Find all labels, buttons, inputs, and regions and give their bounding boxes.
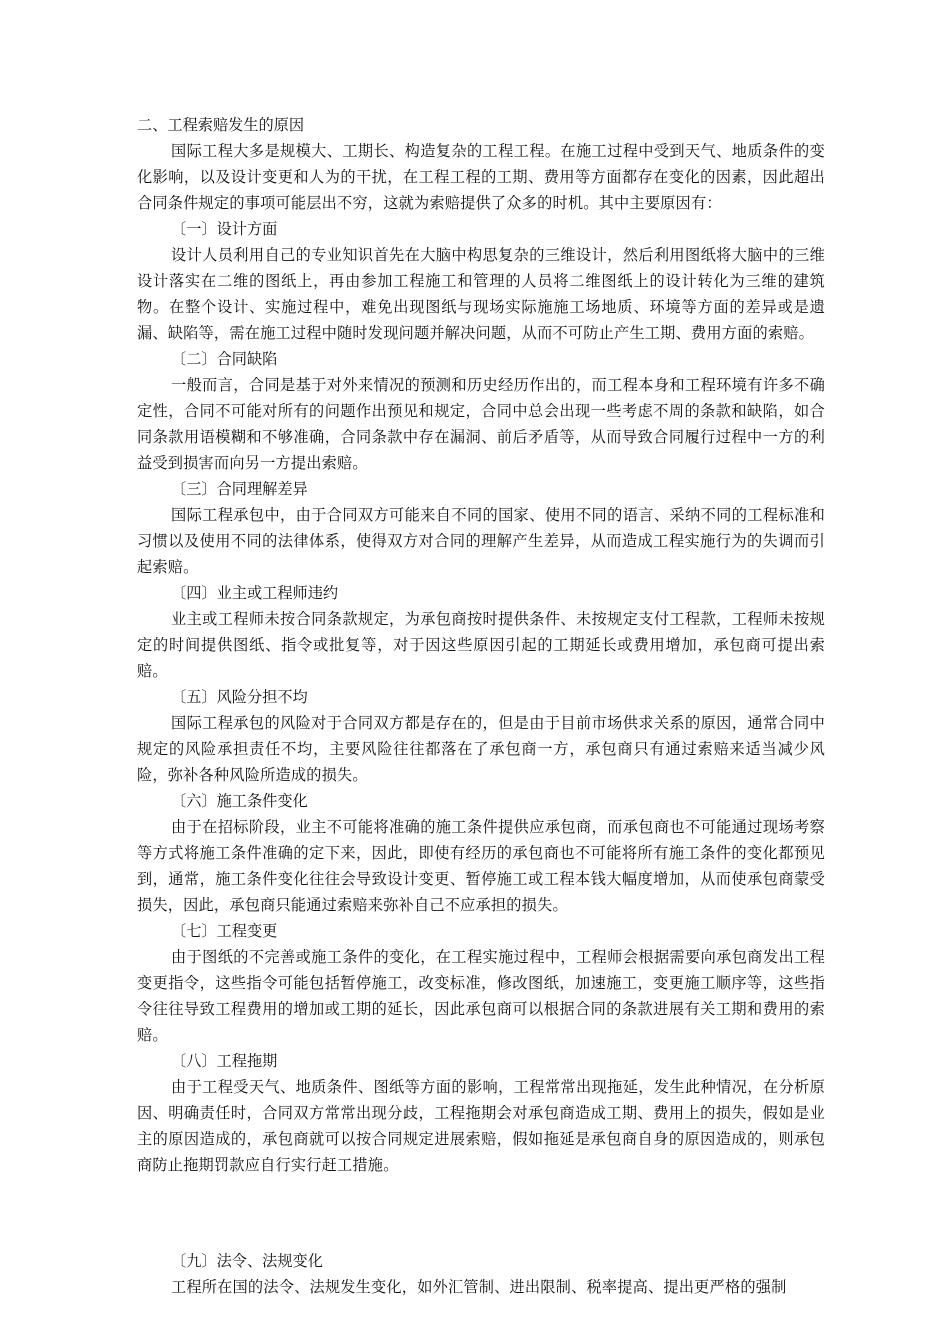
subheading-variations: 〔七〕工程变更 xyxy=(171,922,278,940)
subheading-owner-breach: 〔四〕业主或工程师违约 xyxy=(171,584,339,602)
paragraph-design: 设计人员利用自己的专业知识首先在大脑中构思复杂的三维设计，然后利用图纸将大脑中的三维设计落实在二维的图纸上，再由参加工程施工和管理的人员将二维图纸上的设计转化为三维的建筑物。在整个设计、实施过程中，难免出现图纸与现场实际施施工场地质、环境等方面的差异或是遗漏、缺陷等，需在施工过程中随时发现问题并解决问题，从而不可防止产生工期、费用方面的索赔。 xyxy=(137,246,825,342)
paragraph-site-conditions: 由于在招标阶段，业主不可能将准确的施工条件提供应承包商，而承包商也不可能通过现场考察等方式将施工条件准确的定下来，因此，即使有经历的承包商也不可能将所有施工条件的变化都预见到，通常，施工条件变化往往会导致设计变更、暂停施工或工程本钱大幅度增加，从而使承包商蒙受损失，因此，承包商只能通过索赔来弥补自己不应承担的损失。 xyxy=(137,818,825,914)
subheading-law-changes: 〔九〕法令、法规变化 xyxy=(171,1252,323,1270)
paragraph-contract-understanding: 国际工程承包中，由于合同双方可能来自不同的国家、使用不同的语言、采纳不同的工程标准和习惯以及使用不同的法律体系，使得双方对合同的理解产生差异，从而造成工程实施行为的失调而引起索赔。 xyxy=(137,506,825,576)
paragraph-variations: 由于图纸的不完善或施工条件的变化，在工程实施过程中，工程师会根据需要向承包商发出工程变更指令，这些指令可能包括暂停施工，改变标准，修改图纸，加速施工，变更施工顺序等，这些指令往往导致工程费用的增加或工期的延长，因此承包商可以根据合同的条款进展有关工期和费用的索赔。 xyxy=(137,948,825,1044)
subheading-delay: 〔八〕工程拖期 xyxy=(171,1052,278,1070)
subheading-contract-understanding: 〔三〕合同理解差异 xyxy=(171,480,308,498)
subheading-risk-sharing: 〔五〕风险分担不均 xyxy=(171,688,308,706)
subheading-contract-defects: 〔二〕合同缺陷 xyxy=(171,350,278,368)
paragraph-law-changes: 工程所在国的法令、法规发生变化，如外汇管制、进出限制、税率提高、提出更严格的强制 xyxy=(171,1278,787,1296)
paragraph-owner-breach: 业主或工程师未按合同条款规定，为承包商按时提供条件、未按规定支付工程款，工程师未按规定的时间提供图纸、指令或批复等，对于因这些原因引起的工期延长或费用增加，承包商可提出索赔。 xyxy=(137,610,825,680)
subheading-site-conditions: 〔六〕施工条件变化 xyxy=(171,792,308,810)
paragraph-risk-sharing: 国际工程承包的风险对于合同双方都是存在的，但是由于目前市场供求关系的原因，通常合同中规定的风险承担责任不均，主要风险往往都落在了承包商一方，承包商只有通过索赔来适当减少风险，弥补各种风险所造成的损失。 xyxy=(137,714,825,784)
page-gap xyxy=(137,1178,825,1248)
paragraph-delay: 由于工程受天气、地质条件、图纸等方面的影响，工程常常出现拖延，发生此种情况，在分析原因、明确责任时，合同双方常常出现分歧，工程拖期会对承包商造成工期、费用上的损失，假如是业主的原因造成的，承包商就可以按合同规定进展索赔，假如拖延是承包商自身的原因造成的，则承包商防止拖期罚款应自行实行赶工措施。 xyxy=(137,1078,825,1174)
subheading-design: 〔一〕设计方面 xyxy=(171,220,278,238)
document-page xyxy=(137,112,825,1300)
paragraph-contract-defects: 一般而言，合同是基于对外来情况的预测和历史经历作出的，而工程本身和工程环境有许多不确定性，合同不可能对所有的问题作出预见和规定，合同中总会出现一些考虑不周的条款和缺陷，如合同条款用语模糊和不够准确，合同条款中存在漏洞、前后矛盾等，从而导致合同履行过程中一方的利益受到损害而向另一方提出索赔。 xyxy=(137,376,825,472)
section-heading: 二、工程索赔发生的原因 xyxy=(137,116,305,134)
intro-paragraph: 国际工程大多是规模大、工期长、构造复杂的工程工程。在施工过程中受到天气、地质条件的变化影响，以及设计变更和人为的干扰，在工程工程的工期、费用等方面都存在变化的因素，因此超出合同条件规定的事项可能层出不穷，这就为索赔提供了众多的时机。其中主要原因有： xyxy=(137,142,825,212)
